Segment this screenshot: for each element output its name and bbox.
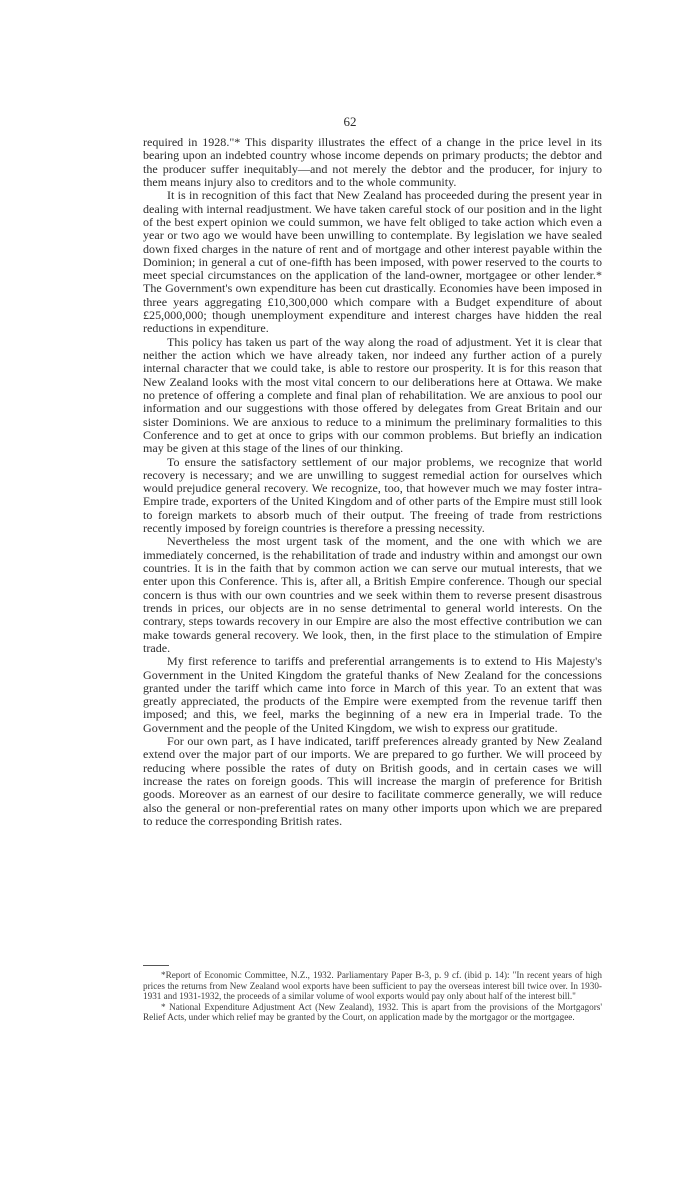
paragraph: required in 1928."* This disparity illustrates the effect of a change in the price level in its bearing upon an indebted country whose income depends on primary products; the debtor and the producer suffer inequitably—and not merely the debtor and the producer, for injury to them means injury also to creditors and to the whole community. [143, 135, 602, 189]
paragraph: To ensure the satisfactory settlement of our major problems, we recognize that world recovery is necessary; and we are unwilling to suggest remedial action for ourselves which would prejudice general recovery. We recognize, too, that however much we may foster intra-Empire trade, exporters of the United Kingdom and of other parts of the Empire must still look to foreign markets to absorb much of their output. The freeing of trade from restrictions recently imposed by foreign countries is therefore a pressing necessity. [143, 454, 602, 536]
paragraph: This policy has taken us part of the way along the road of adjustment. Yet it is clear that neither the action which we have already taken, nor indeed any further action of a purely internal character that we could take, is able to restore our prosperity. It is for this reason that New Zealand looks with the most vital concern to our deliberations here at Ottawa. We make no pretence of offering a complete and final plan of rehabilitation. We are anxious to pool our information and our suggestions with those offered by delegates from Great Britain and our sister Dominions. We are anxious to reduce to a minimum the preliminary formalities to this Conference and to get at once to grips with our common problems. But briefly an indication may be given at this stage of the lines of our thinking. [143, 334, 602, 456]
page-number: 62 [343, 114, 357, 129]
paragraph: It is in recognition of this fact that New Zealand has proceeded during the present year in dealing with internal readjustment. We have taken careful stock of our position and in the light of the best expert opinion we could summon, we have felt obliged to take action which even a year or two ago we would have been unwilling to contemplate. By legislation we have sealed down fixed charges in the nature of rent and of mortgage and other interest payable within the Dominion; in general a cut of one-fifth has been imposed, with power reserved to the courts to meet special circumstances on the application of the land-owner, mortgagee or other lender.* The Government's own expenditure has been cut drastically. Economies have been imposed in three years aggregating £10,300,000 which compare with a Budget expenditure of about £25,000,000; though unemployment expenditure and interest charges have hidden the real reductions in expenditure. [143, 188, 602, 336]
footnote: * National Expenditure Adjustment Act (New Zealand), 1932. This is apart from the provisions of the Mortgagors' Relief Acts, under which relief may be granted by the Court, on application made by the mortgagor or the mortgagee. [143, 1001, 602, 1023]
footnote-divider [143, 965, 169, 966]
footnote: *Report of Economic Committee, N.Z., 1932. Parliamentary Paper B-3, p. 9 cf. (ibid p. 14): "In recent years of high prices the returns from New Zealand wool exports have been sufficient to pay the overseas interest bill twice over. In 1930-1931 and 1931-1932, the proceeds of a similar volume of wool exports would pay only about half of the interest bill." [143, 970, 602, 1002]
paragraph: My first reference to tariffs and preferential arrangements is to extend to His Majesty's Government in the United Kingdom the grateful thanks of New Zealand for the concessions granted under the tariff which came into force in March of this year. To an extent that was greatly appreciated, the products of the Empire were exempted from the revenue tariff then imposed; and this, we feel, marks the beginning of a new era in Imperial trade. To the Government and the people of the United Kingdom, we wish to express our gratitude. [143, 654, 602, 735]
paragraph: Nevertheless the most urgent task of the moment, and the one with which we are immediately concerned, is the rehabilitation of trade and industry within and amongst our own countries. It is in the faith that by common action we can serve our mutual interests, that we enter upon this Conference. This is, after all, a British Empire conference. Though our special concern is thus with our own countries and we seek within them to reverse present disastrous trends in prices, our objects are in no sense detrimental to general world interests. On the contrary, steps towards recovery in our Empire are also the most effective contribution we can make towards general recovery. We look, then, in the first place to the stimulation of Empire trade. [143, 534, 602, 655]
footnotes [143, 970, 602, 1023]
body-text [143, 136, 602, 828]
paragraph: For our own part, as I have indicated, tariff preferences already granted by New Zealand extend over the major part of our imports. We are prepared to go further. We will proceed by reducing where possible the rates of duty on British goods, and in certain cases we will increase the rates on foreign goods. This will increase the margin of preference for British goods. Moreover as an earnest of our desire to facilitate commerce generally, we will reduce also the general or non-preferential rates on many other imports upon which we are prepared to reduce the corresponding British rates. [143, 734, 602, 828]
